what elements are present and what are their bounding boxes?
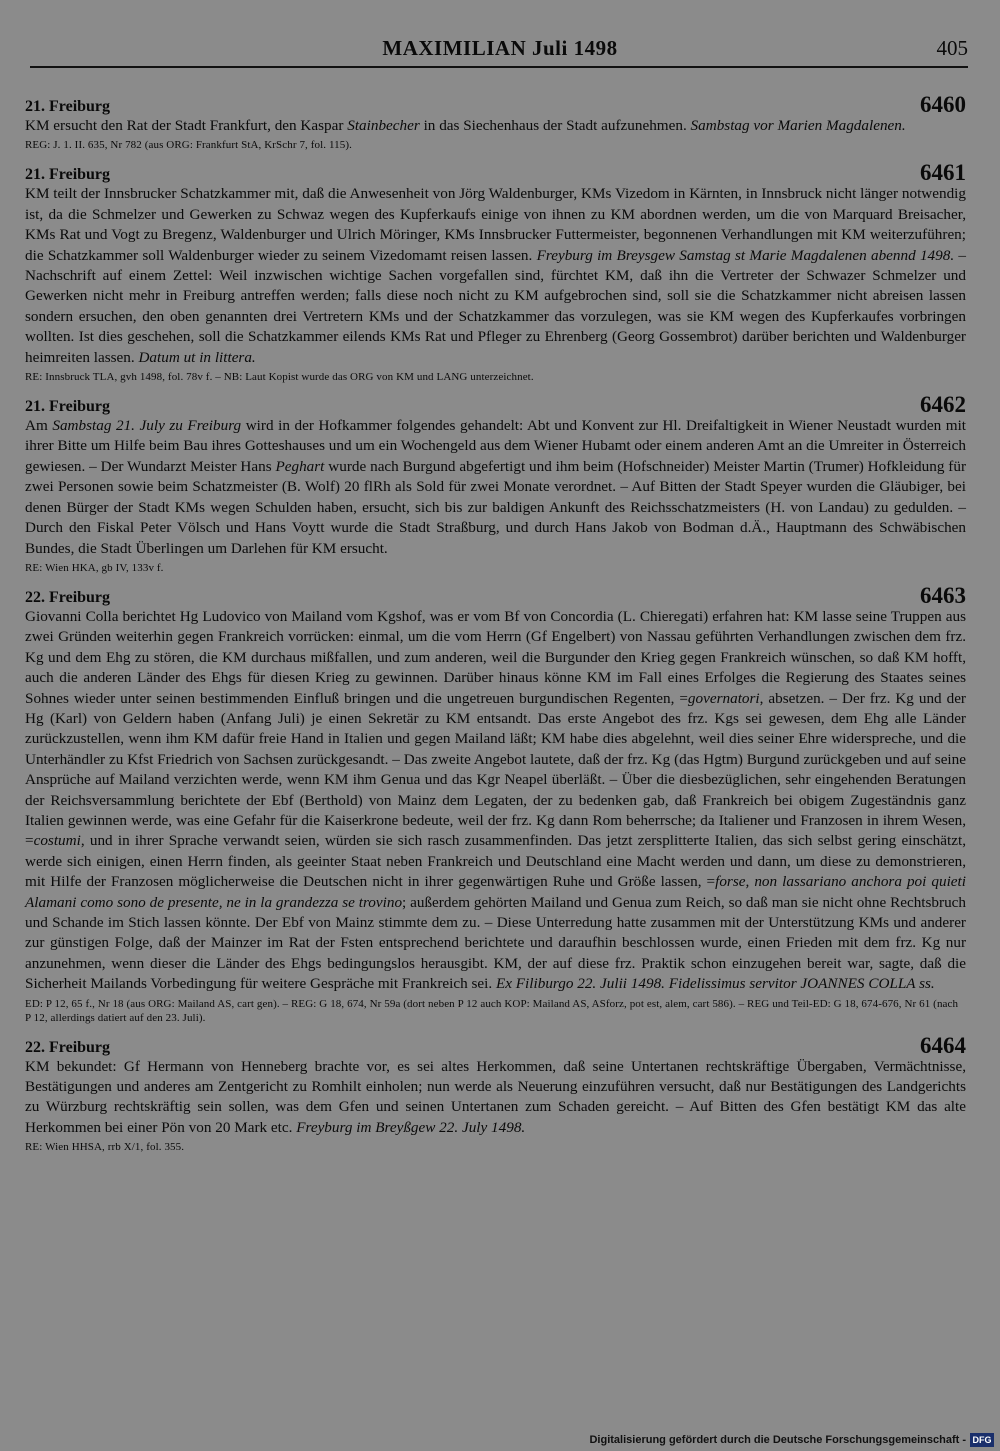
entry-text bbox=[25, 416, 966, 559]
italic-segment: forse, non lassariano anchora poi quieti Alamani como sono de presente, ne in la grandezza se trovino bbox=[25, 873, 966, 911]
text-segment: , und in ihrer Sprache verwandt seien, würden sie sich rasch zusammenfinden. Das jetzt zersplitterte Italien, das sich selbst gering einschätzt, werde sich einigen, einen Herrn finden, als geeinter Staat neben Frankreich und Deutschland eine Macht werden und dann, um diese zu demonstrieren, mit Hilfe der Franzosen möglicherweise die Deutschen nicht in ihrer gegenwärtigen Ruhe und Größe lassen, = bbox=[25, 832, 966, 891]
text-segment: in das Siechenhaus der Stadt aufzunehmen. bbox=[419, 117, 691, 134]
entry-head bbox=[25, 92, 966, 116]
entry-reference: RE: Innsbruck TLA, gvh 1498, fol. 78v f. – NB: Laut Kopist wurde das ORG von KM und LANG unterzeichnet. bbox=[25, 371, 534, 384]
italic-segment: Peghart bbox=[275, 457, 325, 475]
text-segment: , absetzen. – Der frz. Kg und der Hg (Karl) von Geldern haben (Anfang Juli) je einen Sekretär zu KM entsandt. Das erste Angebot des frz. Kgs sei gewesen, dem Ehg alle Länder zurückzustellen, wenn ihm KM dafür freie Hand in Italien und gegen Mailand läßt; KM habe dies abgelehnt, weil dies seiner Ehre widerspreche, und die Unterhändler zu Kfst Friedrich von Sachsen zurückgesandt. – Das zweite Angebot lautete, daß der frz. Kg (das Hgtm) Burgund zurückgeben und auf seine Ansprüche auf Mailand verzichten werde, wenn KM ihm Genua und das Kgr Neapel überläßt. – Über die diesbezüglichen, sehr eingehenden Beratungen der Reichsversammlung berichtete der Ebf (Berthold) von Mainz dem Legaten, der zu bedenken gab, daß Frankreich bei obigem Zugeständnis ganz Italien gewinnen werde, was eine Gefahr für die Kaiserkrone bedeute, weil der frz. Kg dann Rom beherrsche; da Italiener und Franzosen in ihrem Wesen, = bbox=[25, 689, 966, 850]
entry-reference: ED: P 12, 65 f., Nr 18 (aus ORG: Mailand AS, cart gen). – REG: G 18, 674, Nr 59a (dort neben P 12 auch KOP: Mailand AS, ASforz, pot est, alem, cart 586). – REG und Teil-ED: G 18, 674-676, Nr 61 (nach P 12, allerdings datiert auf den 23. Juli). bbox=[25, 997, 959, 1024]
entry-place: 22. Freiburg bbox=[25, 1038, 111, 1056]
entry bbox=[25, 92, 966, 152]
text-segment: ; außerdem gehörten Mailand und Genua zum Reich, so daß man sie nicht ohne Rechtsbruch und Schande im Stich lassen könnte. Der Ebf von Mainz stimmte dem zu. – Diese Unterredung hatte zusammen mit der Unterstützung KMs und anderer zur günstigen Folge, daß der Mainzer im Rat der Fsten entsprechend berichtete und daraufhin beschlossen wurde, einen Frieden mit dem frz. Kg nur anzunehmen, wenn dieser die Länder des Ehgs bedingungslos herausgibt. KM, der auf diese frz. Praktik schon einzugehen bereit war, sagte, daß die Sicherheit Mailands Vorbedingung für weitere Gespräche mit Frankreich sei. bbox=[25, 893, 966, 993]
entry-head bbox=[25, 1033, 966, 1057]
text-segment: Am bbox=[25, 417, 53, 435]
entry bbox=[25, 1033, 966, 1155]
entries-list bbox=[25, 92, 966, 1162]
entry-number: 6460 bbox=[920, 92, 966, 117]
italic-segment: Datum ut in littera. bbox=[138, 348, 256, 366]
italic-segment: governatori bbox=[687, 689, 760, 707]
text-segment: wurde nach Burgund abgefertigt und ihm beim (Hofschneider) Meister Martin (Trumer) Hofkleidung für zwei Personen sowie beim Schatzmeister (B. Wolf) 20 flRh als Sold für zwei Monate verordnet. – Auf Bitten der Stadt Speyer wurden die Gläubiger, bei denen Bürger der Stadt KMs wegen Schulden haben, ersucht, sich bis zur baldigen Ankunft des Reichsschatzmeisters (H. von Landau) zu gedulden. – Durch den Fiskal Peter Völsch und Hans Voytt wurde die Stadt Straßburg, und durch Hans Jakob von Bodman d.Ä., Hauptmann des Schwäbischen Bundes, die Stadt Überlingen um Darlehen für KM ersucht. bbox=[25, 457, 966, 557]
entry bbox=[25, 392, 966, 575]
italic-segment: Sambstag 21. July zu Freiburg bbox=[52, 417, 242, 435]
entry-number: 6464 bbox=[920, 1032, 966, 1058]
entry-place: 22. Freiburg bbox=[25, 588, 111, 606]
entry-place: 21. Freiburg bbox=[25, 166, 111, 184]
entry-text bbox=[25, 1057, 966, 1139]
text-segment: wird in der Hofkammer folgendes gehandelt: Abt und Konvent zur Hl. Dreifaltigkeit in Wiener Neustadt wurden mit ihrer Bitte um Hilfe beim Bau ihres Gotteshauses und um ein Wochengeld aus dem Wiener Hubamt oder einem anderen Amt an die Umreiter in Österreich gewiesen. – Der Wundarzt Meister Hans bbox=[25, 417, 967, 475]
italic-segment: Freyburg im Breysgew Samstag st Marie Magdalenen abennd 1498. bbox=[536, 246, 955, 264]
entry-place: 21. Freiburg bbox=[25, 398, 111, 416]
italic-segment: Stainbecher bbox=[347, 117, 420, 134]
entry-reference: RE: Wien HKA, gb IV, 133v f. bbox=[25, 561, 164, 574]
entry bbox=[25, 583, 966, 1025]
entry-head bbox=[25, 392, 966, 416]
entry-text bbox=[25, 184, 966, 368]
header-rule bbox=[30, 66, 968, 68]
entry-number: 6462 bbox=[920, 392, 966, 418]
italic-segment: Ex Filiburgo 22. Julii 1498. Fidelissimus servitor JOANNES COLLA ss. bbox=[495, 975, 935, 993]
text-segment: KM ersucht den Rat der Stadt Frankfurt, den Kaspar bbox=[25, 117, 348, 134]
entry-number: 6461 bbox=[920, 160, 966, 186]
running-title: MAXIMILIAN Juli 1498 bbox=[382, 36, 618, 60]
entry-text bbox=[25, 607, 966, 995]
text-segment: KM teilt der Innsbrucker Schatzkammer mit, daß die Anwesenheit von Jörg Waldenburger, KMs Vizedom in Kärnten, in Innsbruck nicht länger notwendig ist, da die Schmelzer und Gewerken zu Schwaz wegen des Kupferkaufs einige von ihnen zu KM abordnen werden, um die von Marquard Breisacher, KMs Rat und Vogt zu Bregenz, Waldenburger und Ulrich Möringer, KMs Innsbrucker Futtermeister, begonnenen Verhandlungen mit KM weiterzuführen; die Schatzkammer soll Waldenburger wieder zu seinem Vizedomamt reisen lassen. bbox=[25, 185, 966, 264]
entry-text bbox=[25, 116, 966, 136]
page-footer bbox=[589, 1433, 994, 1447]
dfg-logo: DFG bbox=[970, 1433, 994, 1447]
entry-reference: REG: J. 1. II. 635, Nr 782 (aus ORG: Frankfurt StA, KrSchr 7, fol. 115). bbox=[25, 139, 352, 152]
entry-number: 6463 bbox=[920, 582, 966, 608]
page-header bbox=[0, 36, 1000, 66]
entry-place: 21. Freiburg bbox=[25, 98, 111, 115]
italic-segment: costumi bbox=[33, 832, 81, 850]
entry-head bbox=[25, 160, 966, 184]
entry-reference: RE: Wien HHSA, rrb X/1, fol. 355. bbox=[25, 1141, 185, 1154]
entry bbox=[25, 160, 966, 384]
italic-segment: Freyburg im Breyßgew 22. July 1498. bbox=[296, 1118, 526, 1136]
entry-head bbox=[25, 583, 966, 607]
page-number: 405 bbox=[936, 36, 968, 60]
italic-segment: Sambstag vor Marien Magdalenen. bbox=[690, 117, 906, 134]
text-segment: – Nachschrift auf einem Zettel: Weil inzwischen wichtige Sachen vorgefallen sind, fürchtet KM, daß ihn die Vertreter der Schwazer Schmelzer und Gewerken nicht mehr in Freiburg antreffen werden; falls diese noch nicht zu KM aufgebrochen sind, soll sie die Schatzkammer nicht abreisen lassen sondern ersuchen, den oben genannten drei Vertretern KMs und der Schatzkammer das vorzulegen, was sie KM wegen des Kupferkaufes vorbringen wollten. Ist dies geschehen, soll die Schatzkammer eilends KMs Rat und Pfleger zu Ehrenberg (Georg Gossembrot) darüber berichten und Waldenburger heimreiten lassen. bbox=[25, 246, 966, 366]
funding-notice: Digitalisierung gefördert durch die Deutsche Forschungsgemeinschaft - bbox=[589, 1434, 966, 1446]
text-segment: KM bekundet: Gf Hermann von Henneberg brachte vor, es sei altes Herkommen, daß seine Untertanen rechtskräftige Übergaben, Vermächtnisse, Bestätigungen und anderes am Zentgericht zu Romhilt einholen; nun werde als Neuerung einzuführen versucht, daß nur Bestätigungen des Landgerichts zu Würzburg rechtskräftig sein sollen, was dem Gfen und seinen Untertanen zum Schaden gereicht. – Auf Bitten des Gfen bestätigt KM das alte Herkommen bei einer Pön von 20 Mark etc. bbox=[25, 1057, 966, 1136]
text-segment: Giovanni Colla berichtet Hg Ludovico von Mailand vom Kgshof, was er vom Bf von Concordia (L. Chieregati) erfahren hat: KM lasse seine Truppen aus zwei Gründen weiterhin gegen Frankreich vorrücken: einmal, um die vom Herrn (Gf Engelbert) von Nassau geführten Verhandlungen zwischen dem frz. Kg und dem Ehg zu stören, die KM durchaus mißfallen, und zum anderen, weil die Burgunder den Krieg gegen Frankreich wünschen, so daß KM hofft, auch die anderen Länder des Ehgs für diesen Krieg zu gewinnen. Darüber hinaus könne KM im Fall eines Erfolges die Regierung des Staates seines Sohnes wieder unter seinen bestimmenden Einfluß bringen und die ungetreuen burgundischen Regenten, = bbox=[25, 607, 966, 707]
